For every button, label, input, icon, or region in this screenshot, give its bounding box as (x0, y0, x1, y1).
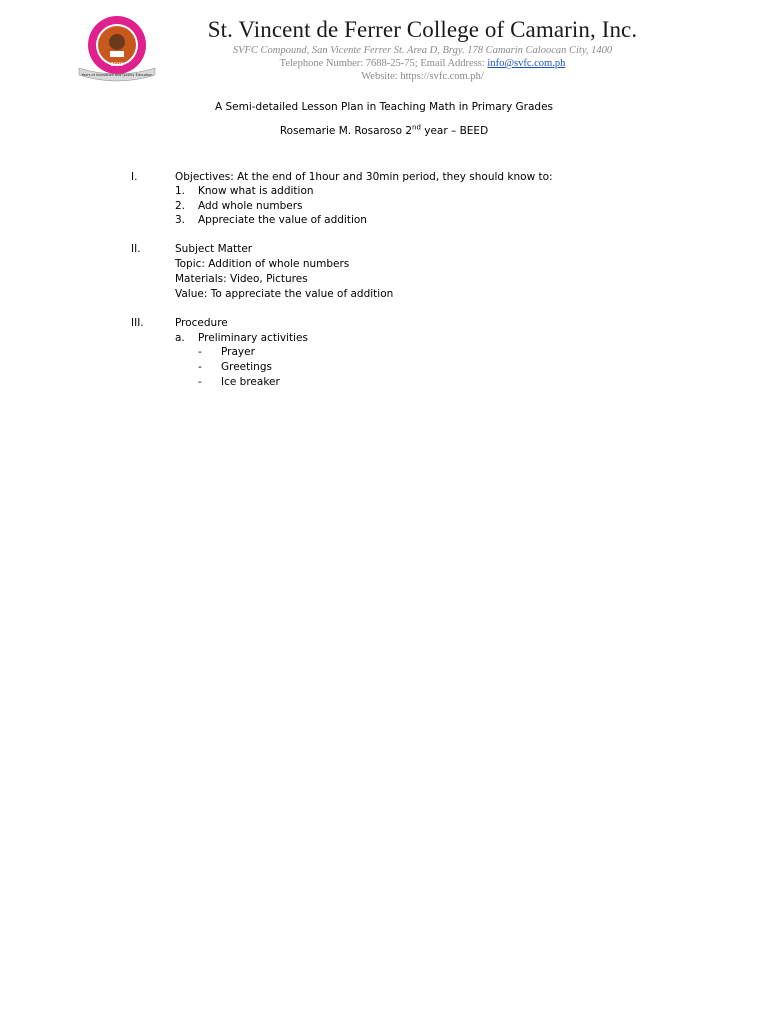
email-link[interactable]: info@svfc.com.ph (487, 58, 566, 69)
section-heading-subject-matter: Subject Matter (175, 243, 253, 255)
seal-book-icon (110, 51, 124, 57)
seal-year: 2001 (110, 62, 124, 68)
school-seal-logo (76, 14, 158, 82)
procedure-sub-label: a. (175, 332, 185, 344)
procedure-sub-heading: Preliminary activities (198, 332, 308, 344)
procedure-bullet: Greetings (221, 361, 272, 373)
section-numeral-subject-matter: II. (131, 243, 141, 255)
bullet-dash: - (198, 346, 202, 358)
section-numeral-procedure: III. (131, 317, 144, 329)
school-name: St. Vincent de Ferrer College of Camarin, Inc. (207, 17, 638, 42)
section-numeral-objectives: I. (131, 171, 138, 183)
contact-line (170, 57, 675, 70)
subject-matter-materials: Materials: Video, Pictures (175, 273, 308, 285)
telephone-text: Telephone Number: 7688-25-75; Email Address: (279, 58, 488, 69)
objective-item: Know what is addition (198, 185, 314, 197)
author-ordinal: nd (412, 123, 421, 132)
objective-item: Appreciate the value of addition (198, 214, 367, 226)
procedure-bullet: Ice breaker (221, 376, 280, 388)
procedure-bullet: Prayer (221, 346, 255, 358)
school-address: SVFC Compound, San Vicente Ferrer St. Area D, Brgy. 178 Camarin Caloocan City, 1400 (232, 45, 613, 56)
objective-number: 2. (175, 200, 186, 212)
seal-emblem (109, 34, 125, 50)
seal-motto: Years of Innovation and Quality Education (81, 73, 153, 77)
website-line[interactable]: Website: https://svfc.com.ph/ (361, 71, 484, 82)
objective-number: 1. (175, 185, 186, 197)
bullet-dash: - (198, 376, 202, 388)
author-line (0, 124, 768, 138)
lesson-plan-title: A Semi-detailed Lesson Plan in Teaching Math in Primary Grades (214, 101, 554, 113)
subject-matter-value: Value: To appreciate the value of addition (175, 288, 394, 300)
section-heading-objectives: Objectives: At the end of 1hour and 30min period, they should know to: (175, 171, 553, 183)
objective-item: Add whole numbers (198, 200, 303, 212)
objective-number: 3. (175, 214, 186, 226)
subject-matter-topic: Topic: Addition of whole numbers (175, 258, 350, 270)
author-name: Rosemarie M. Rosaroso 2 (279, 125, 413, 137)
section-heading-procedure: Procedure (175, 317, 228, 329)
letterhead (170, 16, 675, 83)
bullet-dash: - (198, 361, 202, 373)
author-year-course: year – BEED (420, 125, 489, 137)
